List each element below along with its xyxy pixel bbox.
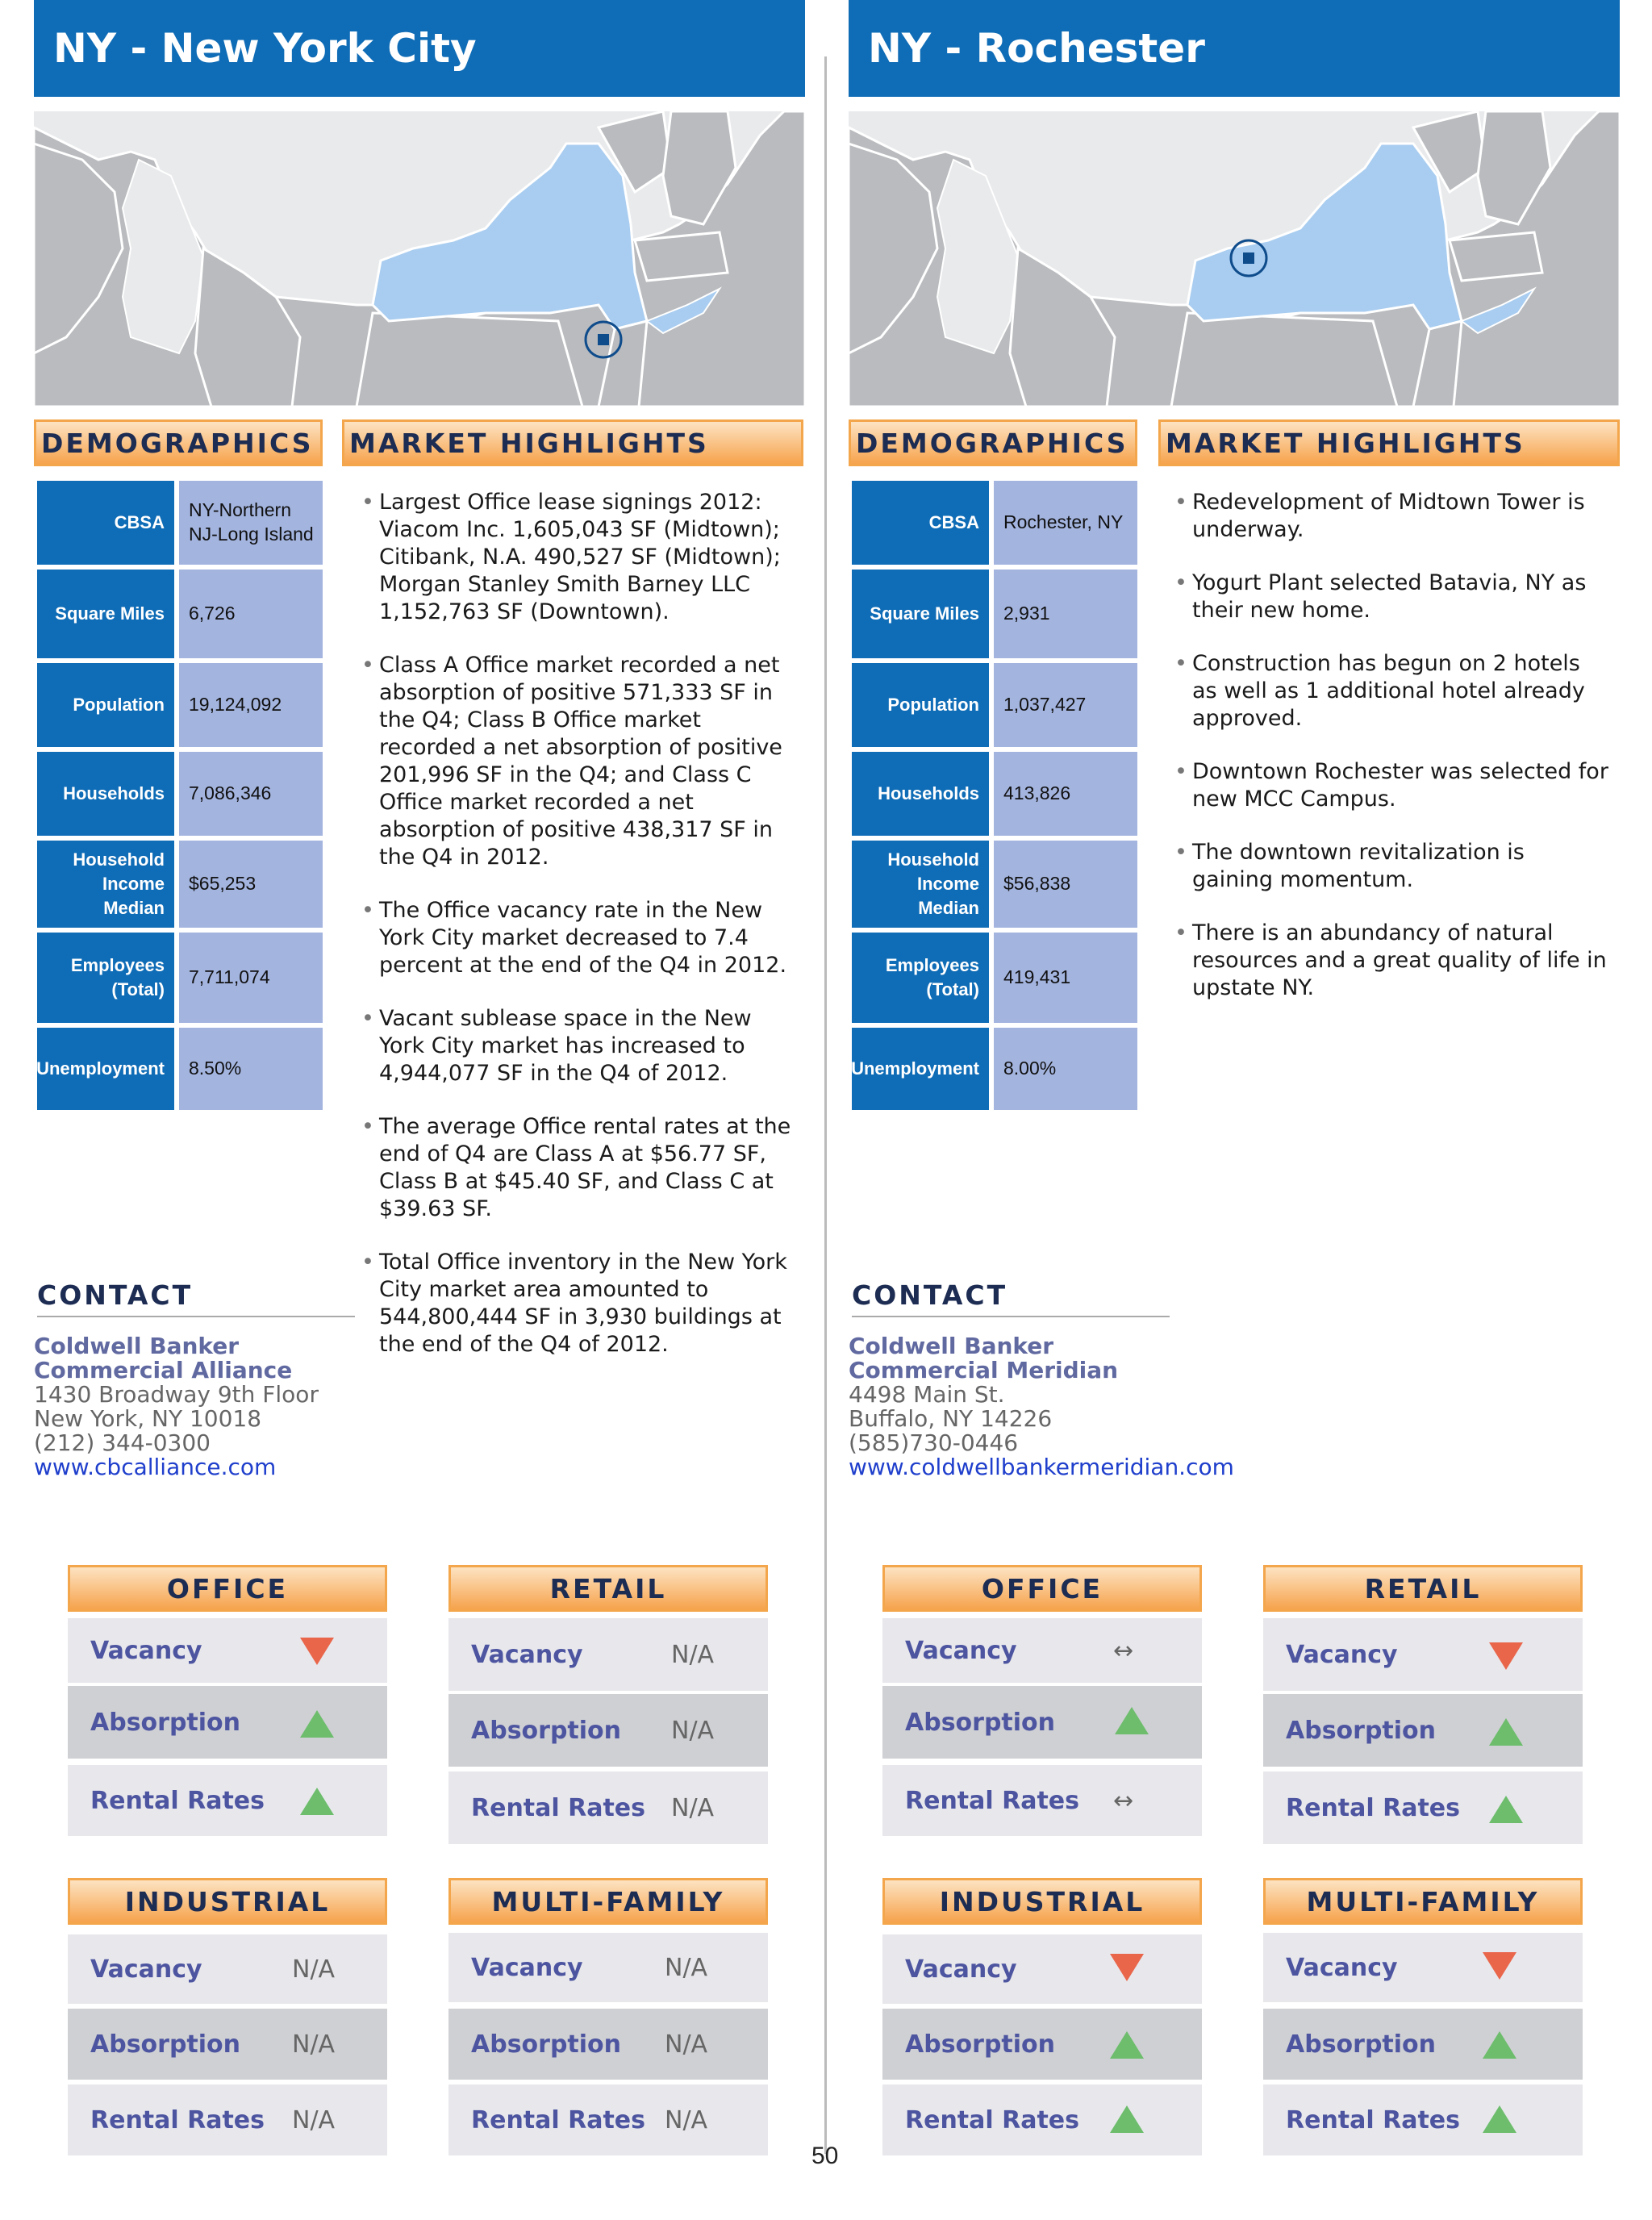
retail-vacancy-row xyxy=(1263,1618,1583,1691)
demo-label-population: Population xyxy=(37,663,174,747)
contact-address: 4498 Main St. xyxy=(849,1381,1005,1408)
contact-phone: (212) 344-0300 xyxy=(34,1429,211,1456)
demo-value-unemployment: 8.00% xyxy=(994,1028,1137,1110)
row-label: Vacancy xyxy=(90,1955,202,1984)
multifamily-vacancy-row xyxy=(1263,1933,1583,2002)
highlight-item: • Construction has begun on 2 hotels as well as 1 additional hotel already approved. xyxy=(1174,650,1610,732)
row-value: N/A xyxy=(671,1640,715,1669)
locator-map xyxy=(34,111,805,407)
up-arrow-icon xyxy=(1110,2031,1144,2059)
highlight-item: • The average Office rental rates at the end of Q4 are Class A at $56.77 SF, Class B at $45.40 SF, and Class C at $39.63 SF. xyxy=(361,1113,797,1223)
up-arrow-icon xyxy=(1483,2105,1516,2133)
row-label: Rental Rates xyxy=(90,1786,265,1815)
demo-label-employees: Employees (Total) xyxy=(37,933,174,1023)
demo-value-income: $56,838 xyxy=(994,841,1137,928)
row-value: N/A xyxy=(292,2030,336,2059)
industrial-absorption-row xyxy=(882,2009,1202,2080)
location-marker xyxy=(598,334,609,345)
contact-block-right xyxy=(849,1334,1268,1479)
highlight-item: • The downtown revitalization is gaining momentum. xyxy=(1174,839,1610,894)
industrial-heading-left: INDUSTRIAL xyxy=(68,1878,387,1925)
demo-label-households: Households xyxy=(852,752,989,836)
row-value: N/A xyxy=(292,2105,336,2134)
demo-label-employees: Employees (Total) xyxy=(852,933,989,1023)
office-vacancy-row xyxy=(882,1618,1202,1683)
highlight-item: • There is an abundancy of natural resources and a great quality of life in upstate NY. xyxy=(1174,920,1610,1002)
up-arrow-icon xyxy=(300,1710,334,1738)
locator-map xyxy=(849,111,1620,407)
center-divider xyxy=(824,56,827,2154)
demo-label-population: Population xyxy=(852,663,989,747)
row-label: Vacancy xyxy=(1286,1640,1398,1669)
location-marker xyxy=(1243,252,1254,264)
up-arrow-icon xyxy=(1489,1796,1523,1823)
down-arrow-icon xyxy=(1483,1952,1516,1980)
demo-label-square-miles: Square Miles xyxy=(852,570,989,658)
highlight-item: • Largest Office lease signings 2012: Viacom Inc. 1,605,043 SF (Midtown); Citibank, N.A. 490,527 SF (Midtown); Morgan Stanley Smith Barney LLC 1,152,763 SF (Downtown). xyxy=(361,489,797,626)
retail-absorption-row xyxy=(448,1694,768,1767)
industrial-vacancy-row xyxy=(882,1934,1202,2004)
multifamily-absorption-row xyxy=(448,2009,768,2080)
page-title-left xyxy=(34,0,805,97)
contact-firm: Coldwell Banker Commercial Meridian xyxy=(849,1333,1119,1383)
demo-label-income: Household Income Median xyxy=(37,841,174,928)
up-arrow-icon xyxy=(1115,1707,1149,1734)
title-text: NY - New York City xyxy=(53,25,477,72)
down-arrow-icon xyxy=(1489,1642,1523,1670)
office-heading-left: OFFICE xyxy=(68,1565,387,1612)
row-label: Rental Rates xyxy=(471,2105,646,2134)
retail-rental-row xyxy=(1263,1771,1583,1844)
highlight-item: • Yogurt Plant selected Batavia, NY as their new home. xyxy=(1174,570,1610,624)
office-absorption-row xyxy=(882,1686,1202,1759)
row-label: Absorption xyxy=(471,2030,622,2059)
industrial-rental-row xyxy=(882,2084,1202,2155)
contact-website-link[interactable]: www.coldwellbankermeridian.com xyxy=(849,1454,1234,1480)
row-label: Vacancy xyxy=(905,1636,1017,1665)
demographics-heading-left xyxy=(34,419,323,466)
up-arrow-icon xyxy=(1489,1718,1523,1746)
industrial-heading-right: INDUSTRIAL xyxy=(882,1878,1202,1925)
heading-text: MARKET HIGHLIGHTS xyxy=(1166,427,1525,459)
contact-block-left xyxy=(34,1334,373,1479)
heading-text: MARKET HIGHLIGHTS xyxy=(349,427,709,459)
unchanged-arrow-icon: ↔ xyxy=(1113,1786,1134,1815)
office-absorption-row xyxy=(68,1686,387,1759)
demo-value-income: $65,253 xyxy=(179,841,323,928)
industrial-vacancy-row xyxy=(68,1934,387,2004)
highlight-item: • Class A Office market recorded a net absorption of positive 571,333 SF in the Q4; Class B Office market recorded a net absorption of positive 201,996 SF in the Q4; and Class C Office market recorded a net absorption of positive 438,317 SF in the Q4 in 2012. xyxy=(361,652,797,871)
market-highlights-right xyxy=(1174,489,1610,1028)
office-vacancy-row xyxy=(68,1618,387,1683)
down-arrow-icon xyxy=(1110,1954,1144,1981)
row-value: N/A xyxy=(671,1793,715,1822)
up-arrow-icon xyxy=(300,1788,334,1815)
row-label: Vacancy xyxy=(90,1636,202,1665)
row-label: Absorption xyxy=(1286,2030,1437,2059)
highlights-heading-left xyxy=(342,419,803,466)
multifamily-rental-row xyxy=(448,2084,768,2155)
contact-address: 1430 Broadway 9th Floor xyxy=(34,1381,319,1408)
retail-heading-right: RETAIL xyxy=(1263,1565,1583,1612)
demo-label-unemployment: Unemployment xyxy=(852,1028,989,1110)
contact-firm: Coldwell Banker Commercial Alliance xyxy=(34,1333,293,1383)
contact-website-link[interactable]: www.cbcalliance.com xyxy=(34,1454,277,1480)
multifamily-absorption-row xyxy=(1263,2009,1583,2080)
row-label: Rental Rates xyxy=(905,1786,1080,1815)
row-label: Vacancy xyxy=(471,1640,583,1669)
row-label: Vacancy xyxy=(1286,1953,1398,1982)
row-label: Absorption xyxy=(905,1708,1056,1737)
highlights-heading-right xyxy=(1158,419,1620,466)
retail-rental-row xyxy=(448,1771,768,1844)
row-label: Vacancy xyxy=(471,1953,583,1982)
demo-value-cbsa: Rochester, NY xyxy=(994,481,1137,565)
demo-label-income: Household Income Median xyxy=(852,841,989,928)
highlight-item: • Redevelopment of Midtown Tower is underway. xyxy=(1174,489,1610,544)
row-label: Absorption xyxy=(905,2030,1056,2059)
contact-city: New York, NY 10018 xyxy=(34,1405,262,1432)
office-heading-right: OFFICE xyxy=(882,1565,1202,1612)
row-label: Rental Rates xyxy=(90,2105,265,2134)
demo-value-employees: 419,431 xyxy=(994,933,1137,1023)
row-label: Rental Rates xyxy=(1286,2105,1461,2134)
demographics-table-left xyxy=(37,481,323,1110)
heading-text: DEMOGRAPHICS xyxy=(41,427,314,459)
retail-vacancy-row xyxy=(448,1618,768,1691)
row-label: Rental Rates xyxy=(471,1793,646,1822)
multifamily-vacancy-row xyxy=(448,1933,768,2002)
office-rental-row xyxy=(68,1765,387,1836)
highlight-item: • Downtown Rochester was selected for new MCC Campus. xyxy=(1174,758,1610,813)
demo-value-unemployment: 8.50% xyxy=(179,1028,323,1110)
highlight-item: • The Office vacancy rate in the New York City market decreased to 7.4 percent at the end of the Q4 in 2012. xyxy=(361,897,797,979)
down-arrow-icon xyxy=(300,1638,334,1665)
market-highlights-left xyxy=(361,489,797,1384)
office-rental-row xyxy=(882,1765,1202,1836)
up-arrow-icon xyxy=(1483,2031,1516,2059)
highlight-item: • Vacant sublease space in the New York City market has increased to 4,944,077 SF in the Q4 of 2012. xyxy=(361,1005,797,1087)
demo-value-population: 19,124,092 xyxy=(179,663,323,747)
multifamily-heading-left: MULTI-FAMILY xyxy=(448,1878,768,1925)
demo-value-square-miles: 2,931 xyxy=(994,570,1137,658)
row-value: N/A xyxy=(292,1955,336,1984)
map-right xyxy=(849,111,1620,407)
up-arrow-icon xyxy=(1110,2105,1144,2133)
page-title-right xyxy=(849,0,1620,97)
row-label: Absorption xyxy=(90,1708,241,1737)
row-label: Vacancy xyxy=(905,1955,1017,1984)
multifamily-heading-right: MULTI-FAMILY xyxy=(1263,1878,1583,1925)
row-label: Absorption xyxy=(1286,1716,1437,1745)
demo-value-households: 7,086,346 xyxy=(179,752,323,836)
heading-text: DEMOGRAPHICS xyxy=(856,427,1128,459)
row-label: Rental Rates xyxy=(905,2105,1080,2134)
contact-heading-left: CONTACT xyxy=(37,1279,355,1317)
highlight-item: • Total Office inventory in the New York City market area amounted to 544,800,444 SF in 3,930 buildings at the end of the Q4 of 2012. xyxy=(361,1249,797,1358)
demo-label-cbsa: CBSA xyxy=(37,481,174,565)
multifamily-rental-row xyxy=(1263,2084,1583,2155)
industrial-absorption-row xyxy=(68,2009,387,2080)
page-number: 50 xyxy=(811,2143,839,2169)
title-text: NY - Rochester xyxy=(868,25,1205,72)
row-label: Absorption xyxy=(90,2030,241,2059)
retail-heading-left: RETAIL xyxy=(448,1565,768,1612)
demo-label-unemployment: Unemployment xyxy=(37,1028,174,1110)
map-left xyxy=(34,111,805,407)
contact-phone: (585)730-0446 xyxy=(849,1429,1019,1456)
demo-label-households: Households xyxy=(37,752,174,836)
row-value: N/A xyxy=(665,2105,708,2134)
demo-label-cbsa: CBSA xyxy=(852,481,989,565)
demo-value-cbsa: NY-Northern NJ-Long Island xyxy=(179,481,323,565)
retail-absorption-row xyxy=(1263,1694,1583,1767)
industrial-rental-row xyxy=(68,2084,387,2155)
row-label: Absorption xyxy=(471,1716,622,1745)
row-value: N/A xyxy=(665,1953,708,1982)
demo-value-square-miles: 6,726 xyxy=(179,570,323,658)
contact-heading-right: CONTACT xyxy=(852,1279,1170,1317)
unchanged-arrow-icon: ↔ xyxy=(1113,1636,1134,1665)
demographics-table-right xyxy=(852,481,1137,1110)
demographics-heading-right xyxy=(849,419,1137,466)
row-value: N/A xyxy=(665,2030,708,2059)
contact-city: Buffalo, NY 14226 xyxy=(849,1405,1053,1432)
demo-value-population: 1,037,427 xyxy=(994,663,1137,747)
row-label: Rental Rates xyxy=(1286,1793,1461,1822)
row-value: N/A xyxy=(671,1716,715,1745)
demo-value-households: 413,826 xyxy=(994,752,1137,836)
demo-value-employees: 7,711,074 xyxy=(179,933,323,1023)
demo-label-square-miles: Square Miles xyxy=(37,570,174,658)
